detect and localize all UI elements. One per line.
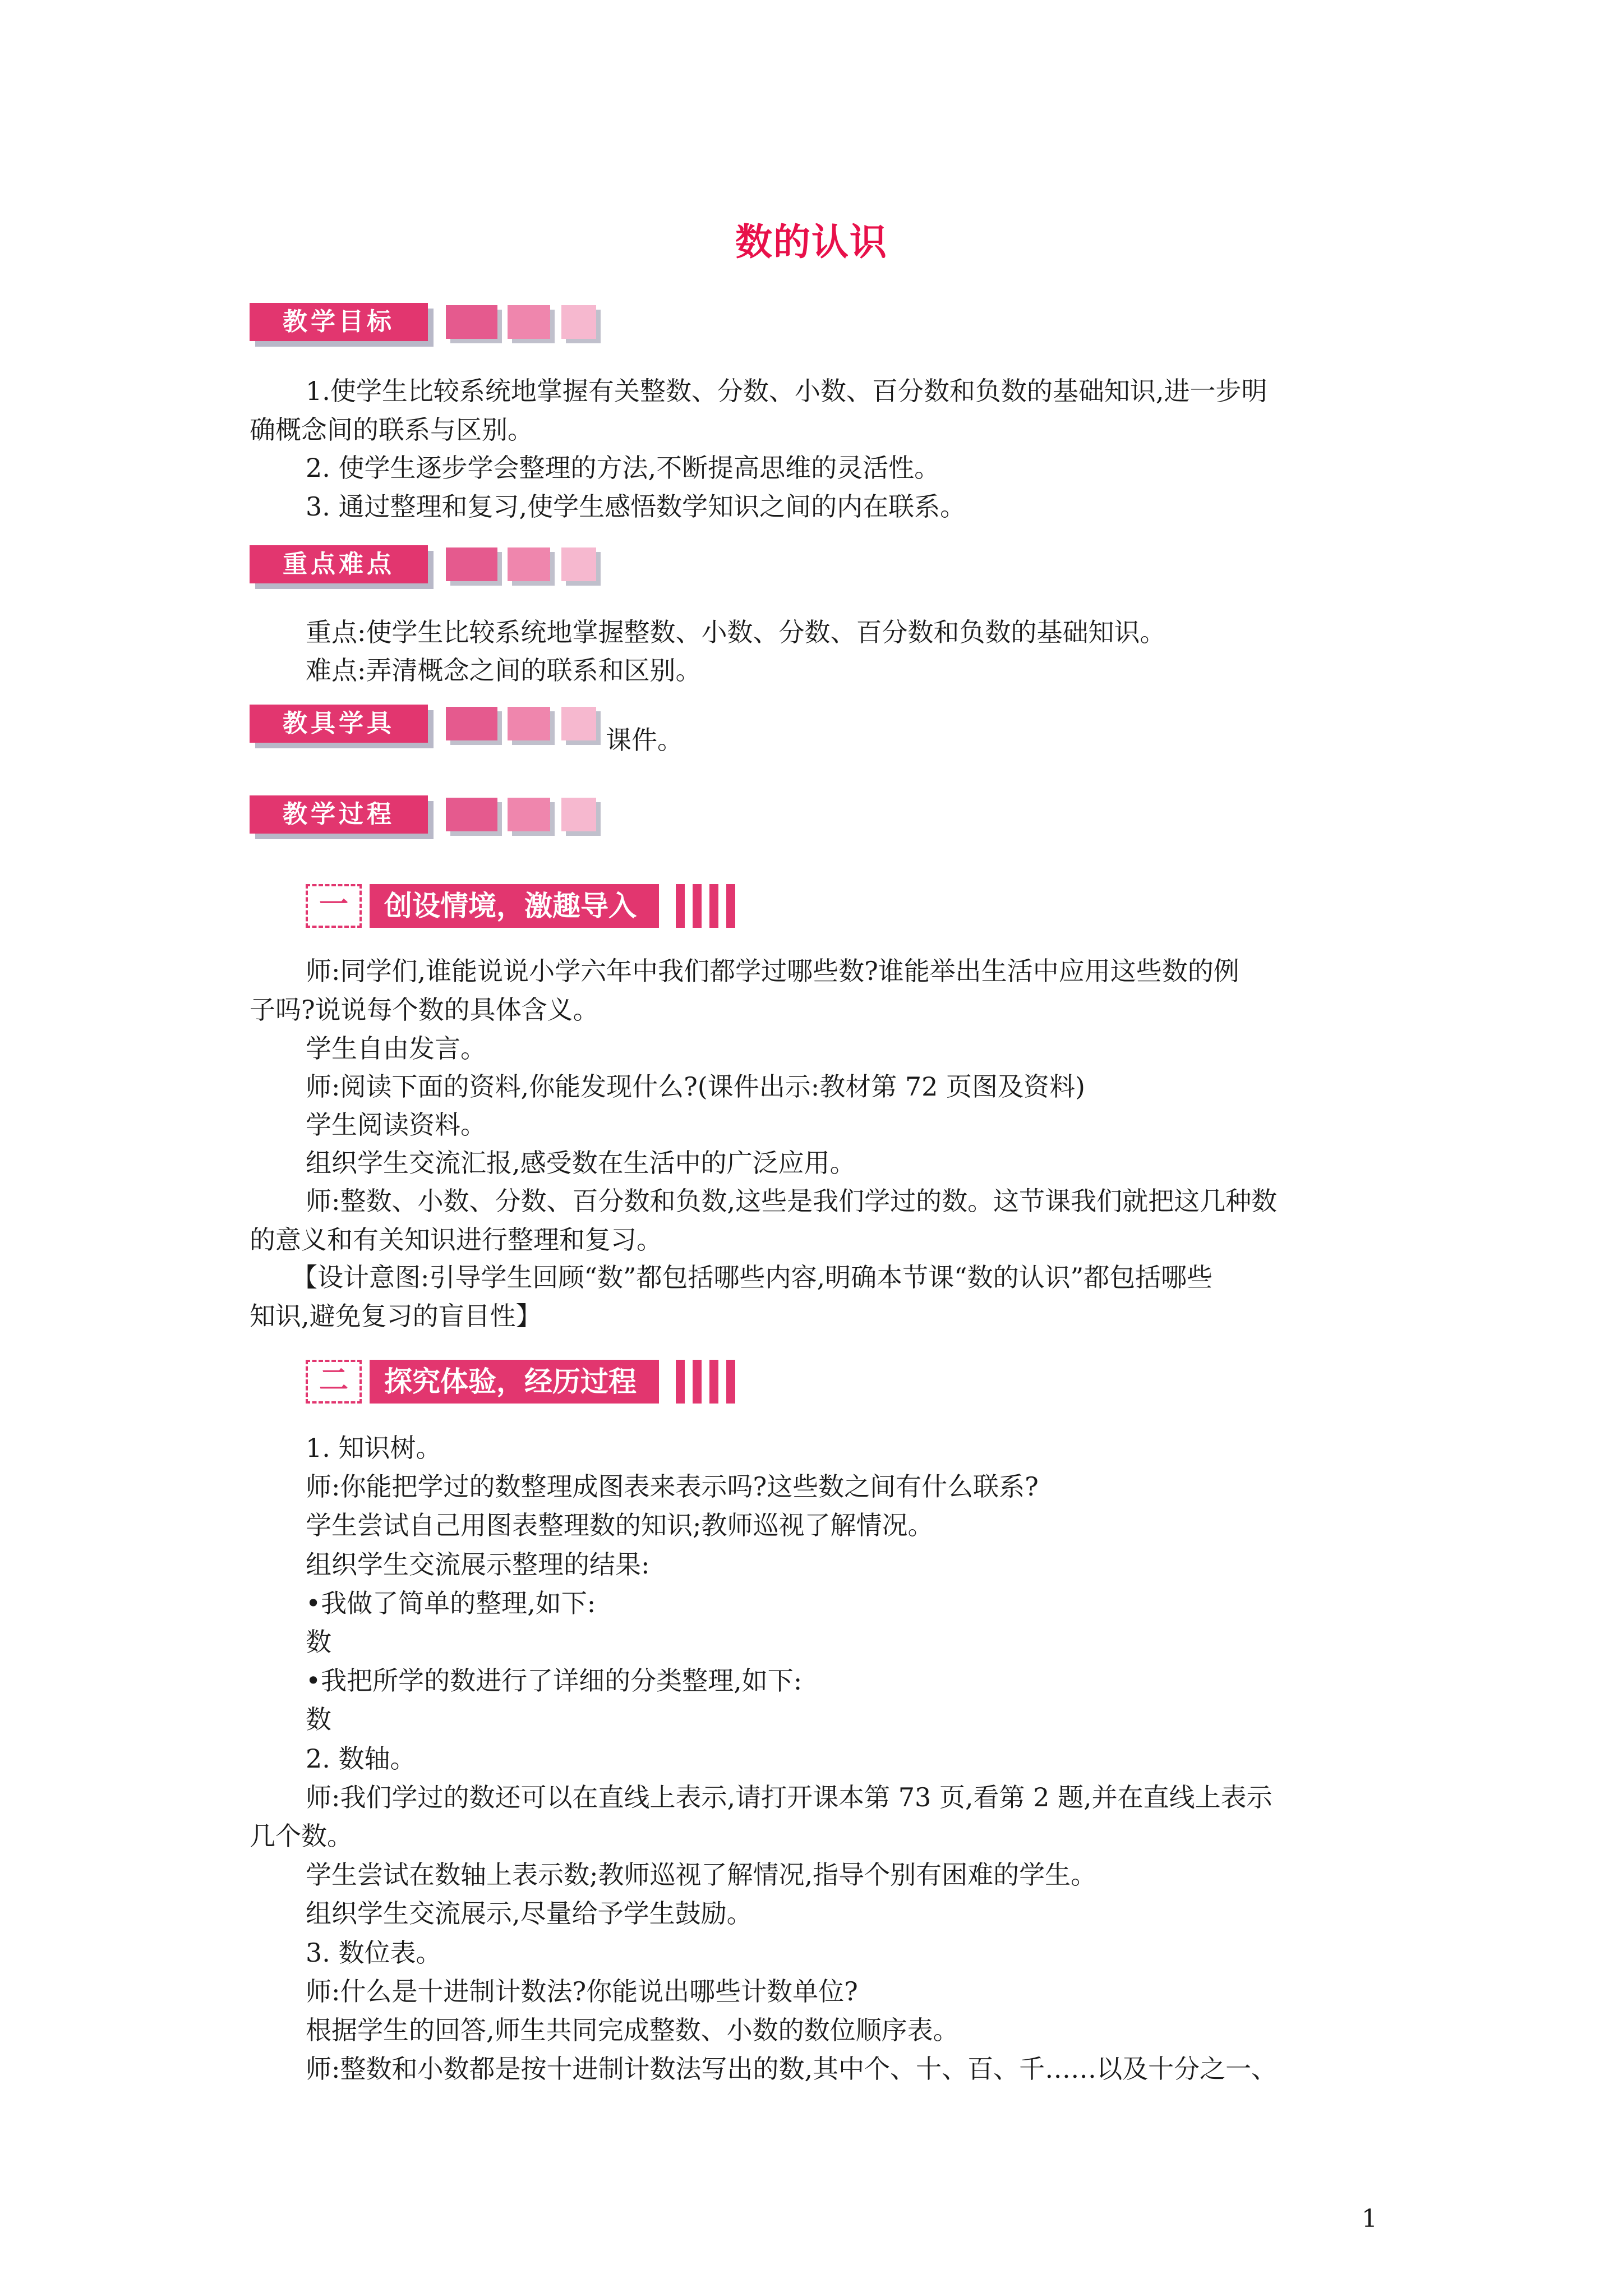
- decor-square: [561, 798, 596, 831]
- paragraph: •我把所学的数进行了详细的分类整理,如下:: [306, 1665, 803, 1696]
- page-title: 数的认识: [735, 220, 888, 264]
- paragraph: 师:阅读下面的资料,你能发现什么?(课件出示:教材第 72 页图及资料): [306, 1071, 1085, 1102]
- decor-stripe: [676, 1360, 685, 1404]
- subsection-number: 二: [306, 1360, 362, 1404]
- section-label: 重点难点: [250, 545, 428, 583]
- page-number: 1: [1362, 2205, 1377, 2233]
- section-label: 教学目标: [250, 303, 428, 341]
- decor-square: [561, 707, 596, 740]
- decor-stripe: [676, 884, 685, 928]
- subsection-title: 创设情境，激趣导入: [370, 884, 659, 928]
- decor-square: [446, 798, 497, 831]
- decor-square: [508, 547, 550, 581]
- paragraph: 师:我们学过的数还可以在直线上表示,请打开课本第 73 页,看第 2 题,并在直线上表示: [306, 1782, 1272, 1812]
- paragraph: 1. 知识树。: [306, 1433, 442, 1463]
- paragraph: 数: [306, 1627, 331, 1657]
- decor-square: [446, 707, 497, 740]
- paragraph: 组织学生交流展示整理的结果:: [306, 1549, 650, 1580]
- decor-stripe: [709, 1360, 718, 1404]
- paragraph: 组织学生交流展示,尽量给予学生鼓励。: [306, 1898, 753, 1929]
- paragraph: 组织学生交流汇报,感受数在生活中的广泛应用。: [306, 1148, 856, 1178]
- decor-square: [561, 305, 596, 339]
- decor-square: [561, 547, 596, 581]
- paragraph: 师:整数和小数都是按十进制计数法写出的数,其中个、十、百、千……以及十分之一、: [306, 2054, 1278, 2084]
- decor-square: [446, 305, 497, 339]
- paragraph: 3. 数位表。: [306, 1938, 442, 1968]
- paragraph: 子吗?说说每个数的具体含义。: [250, 995, 599, 1025]
- paragraph: 学生阅读资料。: [306, 1110, 486, 1140]
- paragraph: 根据学生的回答,师生共同完成整数、小数的数位顺序表。: [306, 2015, 959, 2045]
- paragraph: 1.使学生比较系统地掌握有关整数、分数、小数、百分数和负数的基础知识,进一步明: [306, 376, 1267, 406]
- subsection-bar-1: [306, 884, 739, 930]
- paragraph: 2. 数轴。: [306, 1743, 416, 1774]
- decor-stripe: [726, 1360, 735, 1404]
- paragraph: 几个数。: [250, 1821, 353, 1851]
- paragraph: 师:整数、小数、分数、百分数和负数,这些是我们学过的数。这节课我们就把这几种数: [306, 1186, 1278, 1216]
- paragraph: •我做了简单的整理,如下:: [306, 1588, 596, 1618]
- decor-square: [508, 798, 550, 831]
- paragraph: 数: [306, 1704, 331, 1734]
- paragraph: 学生自由发言。: [306, 1033, 486, 1064]
- decor-stripe: [709, 884, 718, 928]
- decor-square: [446, 547, 497, 581]
- paragraph: 【设计意图:引导学生回顾“数”都包括哪些内容,明确本节课“数的认识”都包括哪些: [292, 1262, 1213, 1292]
- decor-stripe: [693, 884, 702, 928]
- section-label: 教学过程: [250, 795, 428, 834]
- paragraph: 知识,避免复习的盲目性】: [250, 1301, 542, 1331]
- paragraph: 师:什么是十进制计数法?你能说出哪些计数单位?: [306, 1976, 858, 2007]
- subsection-bar-2: [306, 1360, 739, 1406]
- paragraph: 学生尝试在数轴上表示数;教师巡视了解情况,指导个别有困难的学生。: [306, 1860, 1097, 1890]
- decor-square: [508, 305, 550, 339]
- paragraph: 重点:使学生比较系统地掌握整数、小数、分数、百分数和负数的基础知识。: [306, 617, 1166, 647]
- paragraph: 课件。: [606, 725, 683, 755]
- paragraph: 的意义和有关知识进行整理和复习。: [250, 1225, 662, 1255]
- paragraph: 师:同学们,谁能说说小学六年中我们都学过哪些数?谁能举出生活中应用这些数的例: [306, 956, 1239, 986]
- paragraph: 2. 使学生逐步学会整理的方法,不断提高思维的灵活性。: [306, 453, 940, 483]
- paragraph: 师:你能把学过的数整理成图表来表示吗?这些数之间有什么联系?: [306, 1471, 1039, 1502]
- paragraph: 学生尝试自己用图表整理数的知识;教师巡视了解情况。: [306, 1510, 934, 1540]
- paragraph: 3. 通过整理和复习,使学生感悟数学知识之间的内在联系。: [306, 491, 966, 522]
- decor-stripe: [693, 1360, 702, 1404]
- paragraph: 难点:弄清概念之间的联系和区别。: [306, 655, 702, 685]
- decor-square: [508, 707, 550, 740]
- section-label: 教具学具: [250, 705, 428, 743]
- subsection-number: 一: [306, 884, 362, 928]
- paragraph: 确概念间的联系与区别。: [250, 415, 533, 445]
- decor-stripe: [726, 884, 735, 928]
- subsection-title: 探究体验，经历过程: [370, 1360, 659, 1404]
